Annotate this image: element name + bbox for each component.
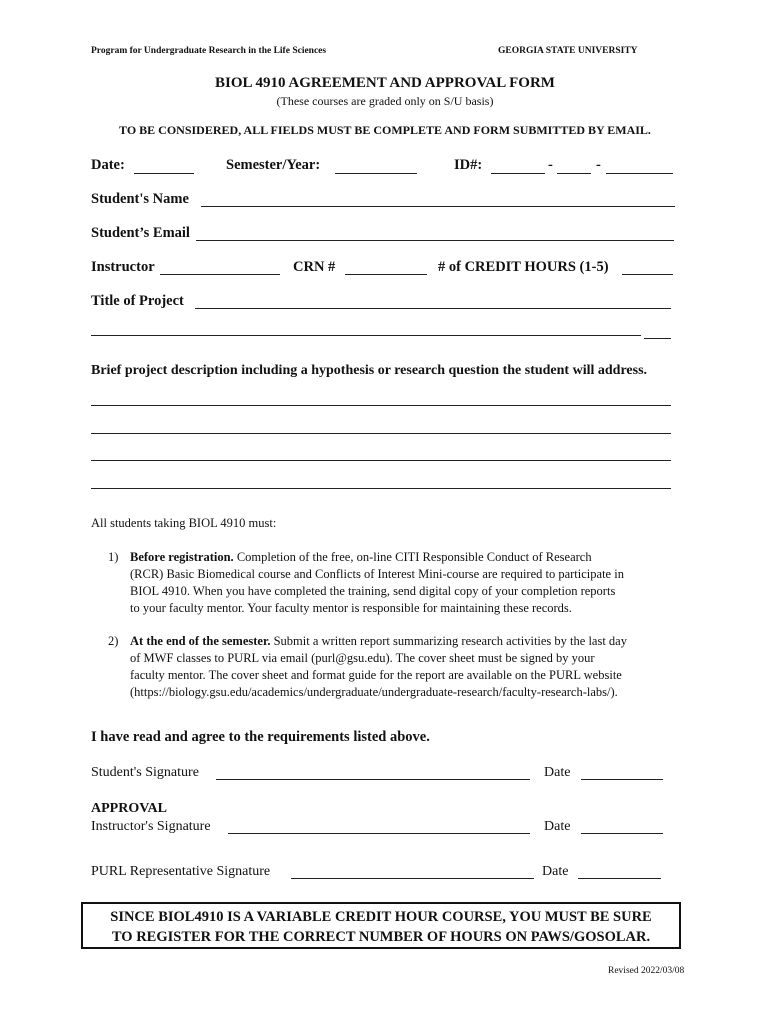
instructor-signature-label: Instructor's Signature [91,819,211,834]
date-label: Date: [91,157,125,173]
notice-line-1: SINCE BIOL4910 IS A VARIABLE CREDIT HOUR COURSE, YOU MUST BE SURE [110,909,652,925]
requirement-1-line-2: (RCR) Basic Biomedical course and Conflicts of Interest Mini-course are required to participate in [130,567,624,581]
semester-label: Semester/Year: [226,157,321,173]
notice-line-2: TO REGISTER FOR THE CORRECT NUMBER OF HOURS ON PAWS/GOSOLAR. [111,929,651,945]
description-line-2[interactable] [91,433,671,434]
description-line-1[interactable] [91,405,671,406]
id-field-part3[interactable] [606,173,673,174]
student-name-label: Student's Name [91,191,189,207]
requirement-1-line-4: to your faculty mentor. Your faculty mentor is responsible for maintaining these records. [130,601,572,615]
student-date-field[interactable] [581,779,663,780]
university-header: GEORGIA STATE UNIVERSITY [498,46,638,56]
purl-date-label: Date [542,864,569,879]
student-email-label: Student’s Email [91,225,190,241]
form-title: BIOL 4910 AGREEMENT AND APPROVAL FORM [215,75,555,91]
form-subtitle: (These courses are graded only on S/U basis) [276,94,494,108]
submission-instruction: TO BE CONSIDERED, ALL FIELDS MUST BE COMPLETE AND FORM SUBMITTED BY EMAIL. [119,123,651,137]
semester-field[interactable] [335,173,417,174]
credit-hour-notice [81,902,681,949]
student-signature-field[interactable] [216,779,530,780]
requirement-2-line-2: of MWF classes to PURL via email (purl@gsu.edu). The cover sheet must be signed by your [130,651,595,665]
instructor-field[interactable] [160,274,280,275]
student-name-field[interactable] [201,206,675,207]
crn-field[interactable] [345,274,427,275]
requirement-2-text: Submit a written report summarizing research activities by the last day [270,634,627,648]
instructor-date-field[interactable] [581,833,663,834]
program-header: Program for Undergraduate Research in the Life Sciences [91,46,327,56]
requirement-2-number: 2) [108,634,119,648]
requirement-1-line-3: BIOL 4910. When you have completed the training, send digital copy of your completion reports [130,584,616,598]
approval-heading: APPROVAL [91,801,167,816]
instructor-label: Instructor [91,259,155,275]
date-field[interactable] [134,173,194,174]
agreement-statement: I have read and agree to the requirements listed above. [91,729,430,745]
requirement-2-line-3: faculty mentor. The cover sheet and format guide for the report are available on the PURL website [130,668,622,682]
description-line-3[interactable] [91,460,671,461]
id-separator-1: - [548,157,553,173]
requirement-1-line-1 [130,549,592,566]
project-title-label: Title of Project [91,293,184,309]
project-title-field-end[interactable] [644,338,671,339]
crn-label: CRN # [293,259,336,275]
student-email-field[interactable] [196,240,674,241]
requirement-2-lead: At the end of the semester. [130,634,271,648]
purl-date-field[interactable] [578,878,661,879]
credit-hours-label: # of CREDIT HOURS (1-5) [438,259,609,275]
revision-date: Revised 2022/03/08 [608,966,685,976]
id-field-part1[interactable] [491,173,545,174]
requirement-1-lead: Before registration. [130,550,234,564]
id-label: ID#: [454,157,483,173]
id-separator-2: - [596,157,601,173]
requirement-2-line-1 [130,633,627,650]
student-signature-label: Student's Signature [91,765,199,780]
description-label: Brief project description including a hypothesis or research question the student will address. [91,363,648,378]
instructor-date-label: Date [544,819,571,834]
purl-signature-label: PURL Representative Signature [91,864,271,879]
description-line-4[interactable] [91,488,671,489]
project-title-field[interactable] [195,308,671,309]
purl-signature-field[interactable] [291,878,534,879]
requirements-intro: All students taking BIOL 4910 must: [91,516,277,530]
student-date-label: Date [544,765,571,780]
requirement-1-number: 1) [108,550,119,564]
requirement-1-text: Completion of the free, on-line CITI Responsible Conduct of Research [233,550,592,564]
project-title-field-continued[interactable] [91,335,641,336]
id-field-part2[interactable] [557,173,591,174]
instructor-signature-field[interactable] [228,833,530,834]
credit-hours-field[interactable] [622,274,673,275]
requirement-2-line-4: (https://biology.gsu.edu/academics/undergraduate/undergraduate-research/faculty-research-labs/). [130,685,618,699]
